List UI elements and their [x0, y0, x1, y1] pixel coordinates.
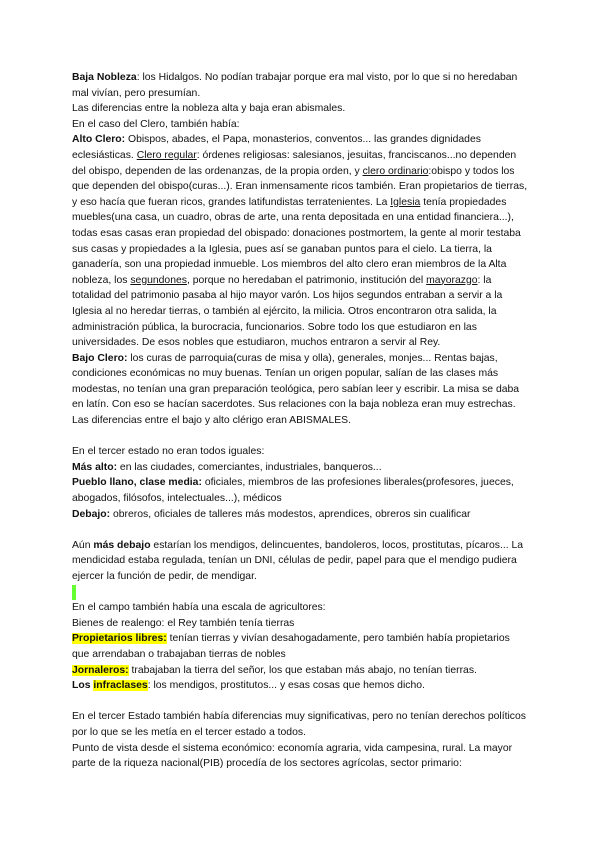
- paragraph-text: en las ciudades, comerciantes, industriales, banqueros...: [117, 461, 382, 473]
- paragraph-jornaleros: [72, 663, 530, 679]
- paragraph-clero-intro: En el caso del Clero, también había:: [72, 118, 240, 130]
- paragraph-text: tenía propiedades muebles(una casa, un cuadro, obras de arte, una renta depositada en una entidad financiera...), todas esas casas eran propiedad del obispado: donaciones postmortem, la gente al morir testaba sus casas y propiedades a la Iglesia, pues así se ganaban puntos para el cielo. La tierra, la ganadería, son una propiedad inmueble. Los miembros del alto clero eran miembros de la Alta nobleza, los: [72, 196, 521, 286]
- term-alto-clero: Alto Clero:: [72, 134, 126, 146]
- paragraph-diferencias-nobleza: Las diferencias entre la nobleza alta y baja eran abismales.: [72, 103, 346, 115]
- paragraph-text: : los mendigos, prostitutos... y esas cosas que hemos dicho.: [147, 680, 425, 692]
- paragraph-baja-nobleza: [72, 70, 530, 101]
- paragraph-debajo: [72, 507, 530, 523]
- term-debajo: Debajo:: [72, 508, 111, 520]
- paragraph-text: Obispos, abades, el Papa, monasterios, conventos... las grandes dignidades eclesiásticas.: [72, 134, 481, 161]
- term-los: Los: [72, 680, 94, 692]
- term-mas-debajo: más debajo: [93, 539, 151, 551]
- paragraph-derechos: En el tercer Estado también había diferencias muy significativas, pero no tenían derechos políticos por lo que se les metía en el tercer estado a todos.: [72, 711, 526, 738]
- term-segundones: segundones: [130, 274, 187, 286]
- paragraph-text: :obispo y todos los que dependen del obispo(curas...). Eran inmensamente ricos también. Eran propietarios de tierras, y eso hacía que fueran ricos, grandes latifundistas terratenientes. La: [72, 165, 528, 208]
- paragraph-text: Aún: [72, 539, 94, 551]
- paragraph-propietarios-libres: [72, 631, 530, 662]
- paragraph-text: : la totalidad del patrimonio pasaba al hijo mayor varón. Los hijos segundos entraban a servir a la Iglesia al no heredar tierras, o también al ejército, la milicia. Otros encontraron otra salida, la administración pública, la burocracia, funcionarios. Sobre todo los que estudiaron en las universidades. De esos nobles que estudiaron, muchos entraron a servir al Rey.: [72, 274, 503, 349]
- paragraph-text: trabajaban la tierra del señor, los que estaban más abajo, no tenían tierras.: [128, 664, 477, 676]
- paragraph-text: , porque no heredaban el patrimonio, institución del: [186, 274, 427, 286]
- term-clero-regular: Clero regular: [136, 149, 197, 161]
- green-highlight-line: [72, 585, 530, 601]
- blank-line: [72, 694, 530, 710]
- paragraph-text: : órdenes religiosas: salesianos, jesuitas, franciscanos...no dependen del obispo, dependen de las ordenanzas, de la propia orden, y: [72, 149, 517, 177]
- blank-line: [72, 429, 530, 445]
- paragraph-text: : los Hidalgos. No podían trabajar porque era mal visto, por lo que si no heredaban mal vivían, pero presumían.: [72, 72, 518, 99]
- term-pueblo-llano: Pueblo llano, clase media:: [72, 477, 202, 489]
- paragraph-alto-clero: [72, 132, 530, 350]
- paragraph-diferencias-clero: Las diferencias entre el bajo y alto clérigo eran ABISMALES.: [72, 415, 351, 427]
- term-mayorazgo: mayorazgo: [426, 274, 478, 286]
- paragraph-mas-debajo: [72, 538, 530, 585]
- paragraph-mas-alto: [72, 460, 530, 476]
- paragraph-text: obreros, oficiales de talleres más modestos, aprendices, obreros sin cualificar: [110, 508, 471, 520]
- paragraph-tercer-estado: En el tercer estado no eran todos iguales:: [72, 446, 265, 458]
- blank-line: [72, 522, 530, 538]
- paragraph-pueblo-llano: [72, 475, 530, 506]
- paragraph-text: estarían los mendigos, delincuentes, bandoleros, locos, prostitutas, pícaros... La mendicidad estaba regulada, tenían un DNI, células de pedir, papel para que el mendigo pudiera ejercer la función de pedir, de mendigar.: [72, 539, 524, 582]
- paragraph-bajo-clero: [72, 351, 530, 413]
- green-highlight-mark: [72, 585, 76, 601]
- paragraph-economia: Punto de vista desde el sistema económico: economía agraria, vida campesina, rural. La mayor parte de la riqueza nacional(PIB) procedía de los sectores agrícolas, sector primario:: [72, 742, 513, 770]
- paragraph-infraclases: [72, 678, 530, 694]
- term-bajo-clero: Bajo Clero:: [72, 352, 128, 364]
- paragraph-realengo: Bienes de realengo: el Rey también tenía tierras: [72, 617, 295, 629]
- term-infraclases: infraclases: [93, 680, 148, 692]
- document-page: [72, 70, 530, 772]
- term-baja-nobleza: Baja Nobleza: [72, 72, 137, 83]
- paragraph-text: oficiales, miembros de las profesiones liberales(profesores, jueces, abogados, filósofos, intelectuales...), médicos: [72, 477, 514, 505]
- term-clero-ordinario: clero ordinario: [362, 165, 429, 177]
- term-mas-alto: Más alto:: [72, 461, 118, 473]
- term-propietarios-libres: Propietarios libres:: [72, 633, 167, 645]
- paragraph-campo: En el campo también había una escala de agricultores:: [72, 602, 326, 614]
- term-iglesia: Iglesia: [390, 196, 421, 208]
- paragraph-text: los curas de parroquia(curas de misa y olla), generales, monjes... Rentas bajas, condiciones económicas no muy buenas. Tenían un origen popular, salían de las clases más modestas, no tenían una gran preparación teológica, pero sabían leer y escribir. La misa se daba en latín. Con eso se hacían sacerdotes. Sus relaciones con la baja nobleza eran muy estrechas.: [72, 352, 520, 411]
- term-jornaleros: Jornaleros:: [72, 664, 129, 676]
- paragraph-text: tenían tierras y vivían desahogadamente, pero también había propietarios que arrendaban o trabajaban tierras de nobles: [72, 633, 510, 660]
